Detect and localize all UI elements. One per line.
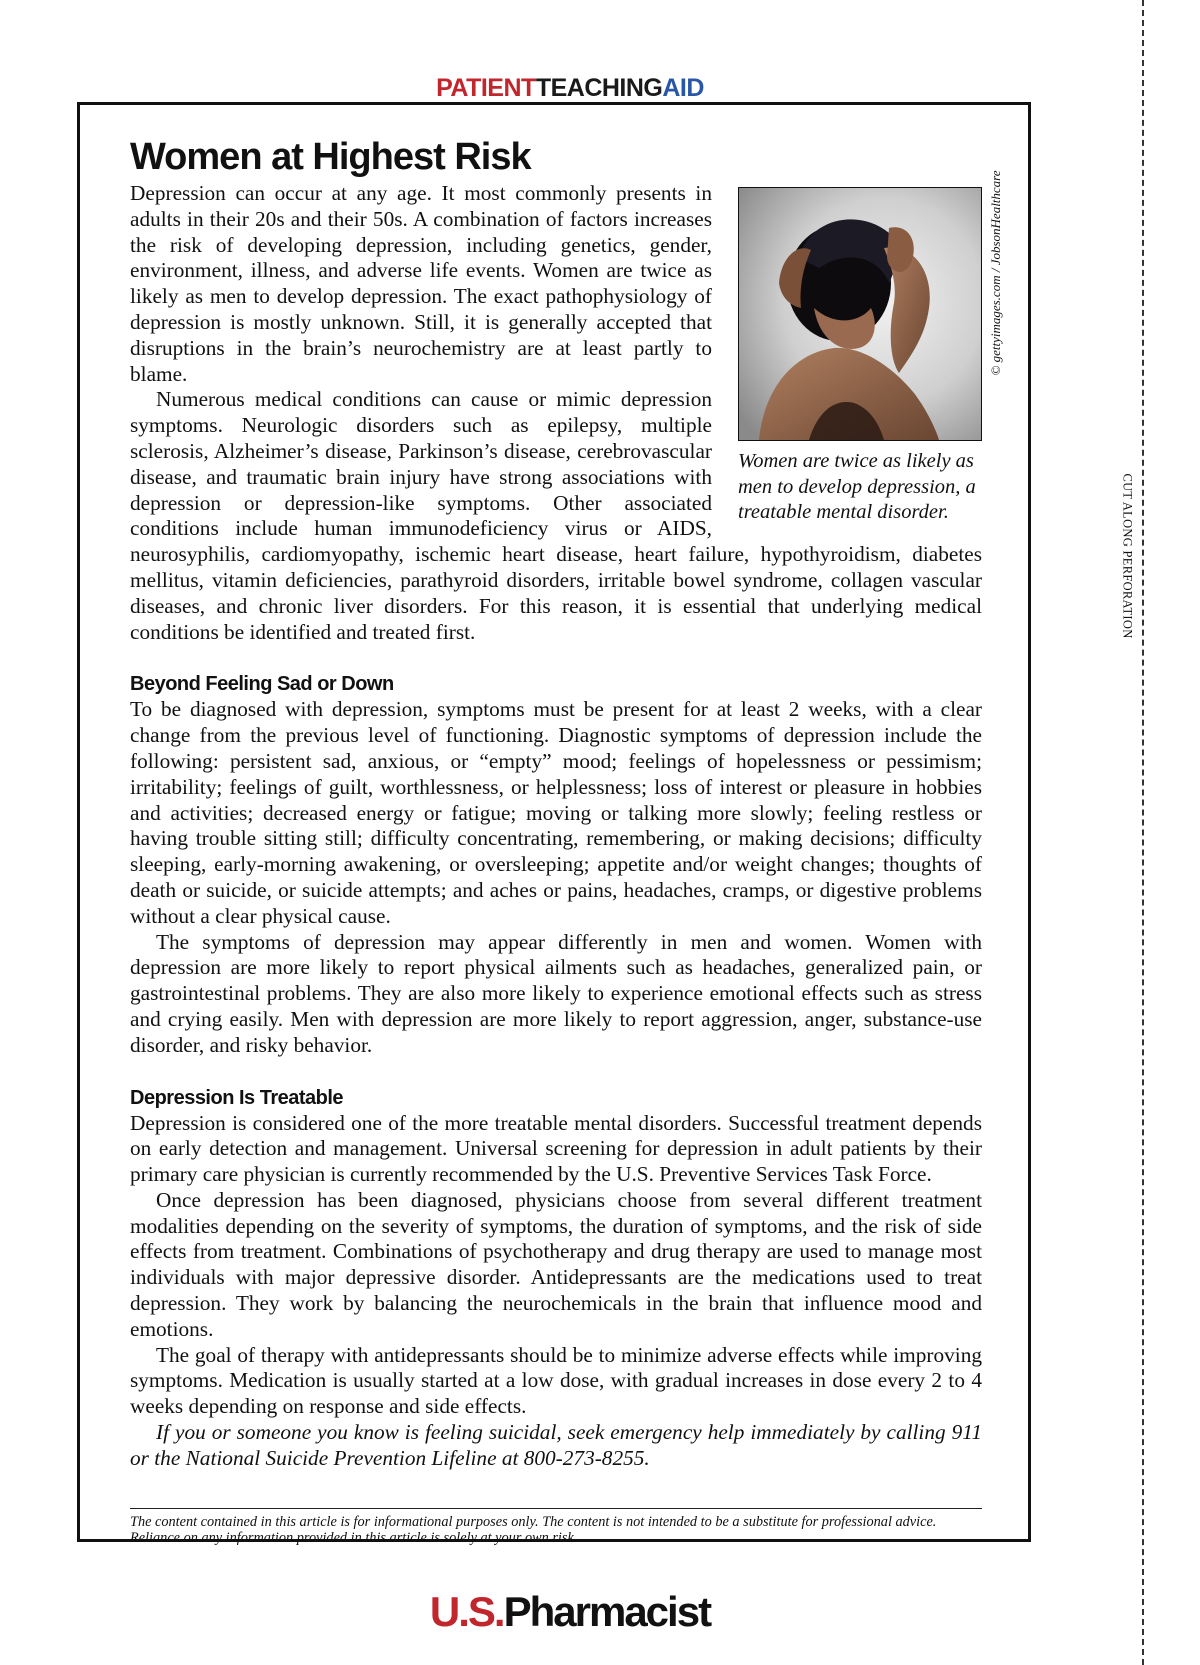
section-heading-beyond-feeling-sad: Beyond Feeling Sad or Down xyxy=(130,673,394,696)
section2-paragraph-2: The symptoms of depression may appear differently in men and women. Women with depression are more likely to report physical ailments such as headaches, generalized pain, or gastrointestinal problems. They are also more likely to experience emotional effects such as stress and crying easily. Men with depression are more likely to report aggression, anger, substance-use disorder, and risky behavior. xyxy=(130,929,982,1057)
woman-photo-image xyxy=(738,187,982,441)
header-teaching: TEACHING xyxy=(535,74,663,102)
logo-pharmacist: Pharmacist xyxy=(503,1588,711,1635)
patient-teaching-aid-header xyxy=(0,74,1140,102)
us-pharmacist-logo xyxy=(0,1588,1140,1636)
article-title: Women at Highest Risk xyxy=(130,136,531,178)
perforation-line xyxy=(1142,0,1144,1665)
suicide-help-notice: If you or someone you know is feeling suicidal, seek emergency help immediately by calling 911 or the National Suicide Prevention Lifeline at 800-273-8255. xyxy=(130,1420,982,1470)
header-aid: AID xyxy=(662,74,704,102)
figure-caption: Women are twice as likely as men to develop depression, a treatable mental disorder. xyxy=(738,450,976,523)
intro-paragraph-1: Depression can occur at any age. It most commonly presents in adults in their 20s and their 50s. A combination of factors increases the risk of developing depression, including genetics, gender, environment, illness, and adverse life events. Women are twice as likely as men to develop depression. The exact pathophysiology of depression is mostly unknown. Still, it is generally accepted that disruptions in the brain’s neurochemistry are at least partly to blame. xyxy=(130,181,712,386)
section3-paragraph-1: Depression is considered one of the more treatable mental disorders. Successful treatment depends on early detection and management. Universal screening for depression in adult patients by their primary care physician is currently recommended by the U.S. Preventive Services Task Force. xyxy=(130,1110,982,1187)
cut-along-perforation-label xyxy=(1117,466,1137,646)
section3-paragraph-3: The goal of therapy with antidepressants should be to minimize adverse effects while improving symptoms. Medication is usually started at a low dose, with gradual increases in dose every 2 to 4 weeks depending on response and side effects. xyxy=(130,1342,982,1419)
section2-paragraph-1: To be diagnosed with depression, symptoms must be present for at least 2 weeks, with a clear change from the previous level of functioning. Diagnostic symptoms of depression include the following: persistent sad, anxious, or “empty” mood; feelings of hopelessness or pessimism; irritability; feelings of guilt, worthlessness, or helplessness; loss of interest or pleasure in hobbies and activities; decreased energy or fatigue; moving or talking more slowly; feeling restless or having trouble sitting still; difficulty concentrating, remembering, or making decisions; difficulty sleeping, early-morning awakening, or oversleeping; appetite and/or weight changes; thoughts of death or suicide, or suicide attempts; and aches or pains, headaches, cramps, or digestive problems without a clear physical cause. xyxy=(130,697,982,928)
logo-us: U.S. xyxy=(429,1588,504,1635)
disclaimer: The content contained in this article is for informational purposes only. The content is not intended to be a substitute for professional advice. Reliance on any information provided in this article is solely at your own risk. xyxy=(130,1508,982,1546)
intro-paragraph-2: Numerous medical conditions can cause or mimic depression symptoms. Neurologic disorders such as epilepsy, multiple sclerosis, Alzheimer’s disease, Parkinson’s disease, cerebrovascular disease, and traumatic brain injury have strong associations with depression or depression-like symptoms. Other associated conditions include human immunodeficiency virus or AIDS, neurosyphilis, cardiomyopathy, ischemic heart disease, heart failure, hypothyroidism, diabetes mellitus, vitamin deficiencies, parathyroid disorders, irritable bowel syndrome, collagen vascular diseases, and chronic liver disorders. For this reason, it is essential that underlying medical conditions be identified and treated first. xyxy=(130,387,982,644)
section3-paragraph-2: Once depression has been diagnosed, physicians choose from several different treatment modalities depending on the severity of symptoms, the duration of symptoms, and the risk of side effects from treatment. Combinations of psychotherapy and drug therapy are used to manage most individuals with major depressive disorder. Antidepressants are the medications used to treat depression. They work by balancing the neurochemicals in the brain that influence mood and emotions. xyxy=(130,1187,982,1341)
cut-along-perforation-text: CUT ALONG PERFORATION xyxy=(1120,473,1135,639)
section-heading-depression-is-treatable: Depression Is Treatable xyxy=(130,1086,344,1109)
figure xyxy=(738,187,982,526)
photo-credit xyxy=(985,142,1007,404)
article-body xyxy=(130,135,982,1472)
photo-credit-text: © gettyimages.com / JobsonHealthcare xyxy=(988,170,1003,376)
header-patient: PATIENT xyxy=(436,74,536,102)
